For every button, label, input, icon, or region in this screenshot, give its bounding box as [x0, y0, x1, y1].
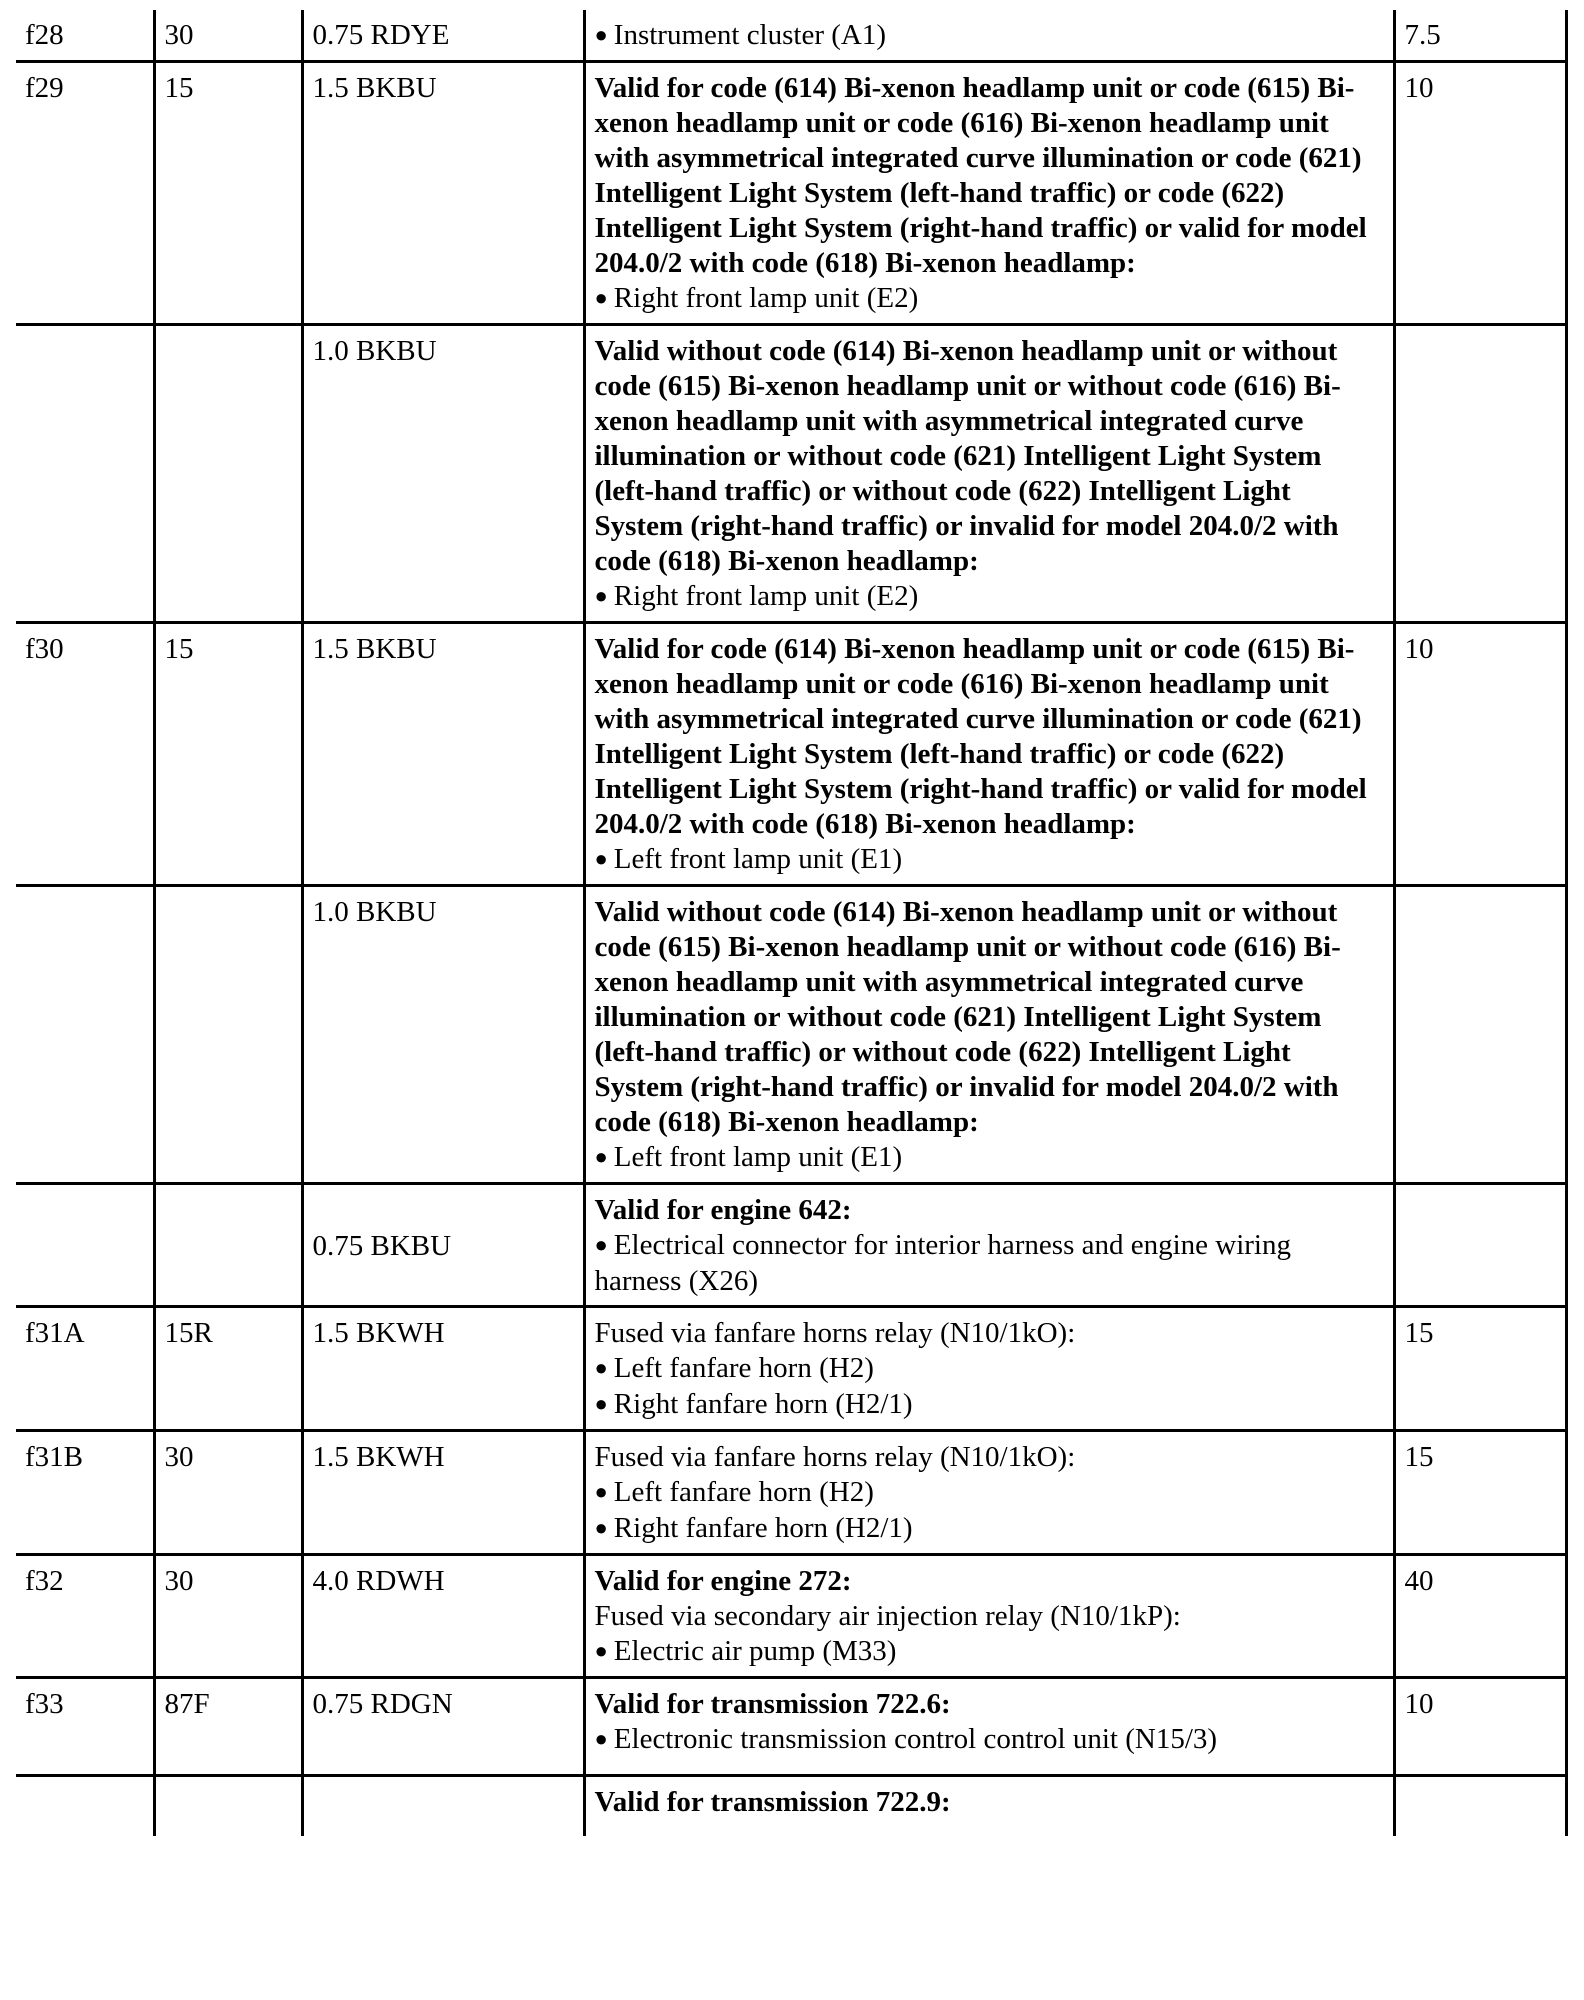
fuse-number-cell — [16, 325, 154, 623]
fuse-allocation-table — [16, 10, 1568, 1836]
fused-via-note: Fused via secondary air injection relay (N10/1kP): — [594, 1600, 1181, 1632]
terminal-cell: 15 — [154, 623, 302, 886]
terminal-cell — [154, 1184, 302, 1307]
wire-cell: 1.5 BKWH — [302, 1431, 584, 1555]
amperage-cell — [1394, 886, 1566, 1184]
consumer-list-item: ● Right front lamp unit (E2) — [595, 281, 1384, 317]
amperage-cell — [1394, 1776, 1566, 1836]
consumer-description-cell — [584, 10, 1394, 62]
consumer-list-item: ● Left front lamp unit (E1) — [595, 1140, 1384, 1176]
amperage-cell: 10 — [1394, 62, 1566, 325]
fuse-number-cell — [16, 1184, 154, 1307]
consumer-list-item: ● Instrument cluster (A1) — [595, 18, 1384, 54]
consumer-description-cell — [584, 1555, 1394, 1678]
amperage-cell — [1394, 325, 1566, 623]
terminal-cell — [154, 325, 302, 623]
validity-condition: Valid for transmission 722.9: — [594, 1786, 951, 1818]
consumer-list-item: ● Left fanfare horn (H2) — [595, 1351, 1384, 1387]
consumer-list-item: ● Electrical connector for interior harness and engine wiring harness (X26) — [595, 1228, 1384, 1299]
table-row — [16, 1776, 1566, 1836]
terminal-cell — [154, 886, 302, 1184]
table-row — [16, 623, 1566, 886]
wire-cell: 1.0 BKBU — [302, 325, 584, 623]
table-row — [16, 10, 1566, 62]
consumer-description-cell — [584, 886, 1394, 1184]
wire-cell: 1.5 BKBU — [302, 62, 584, 325]
wire-cell: 0.75 BKBU — [302, 1184, 584, 1307]
consumer-description-cell — [584, 325, 1394, 623]
fused-via-note: Fused via fanfare horns relay (N10/1kO): — [594, 1441, 1076, 1473]
consumer-list-item: ● Left fanfare horn (H2) — [595, 1475, 1384, 1511]
amperage-cell: 15 — [1394, 1307, 1566, 1431]
consumer-list-item: ● Right front lamp unit (E2) — [595, 579, 1384, 615]
amperage-cell — [1394, 1184, 1566, 1307]
terminal-cell: 87F — [154, 1678, 302, 1776]
fuse-number-cell: f32 — [16, 1555, 154, 1678]
consumer-description-cell — [584, 62, 1394, 325]
wire-cell: 0.75 RDGN — [302, 1678, 584, 1776]
amperage-cell: 15 — [1394, 1431, 1566, 1555]
fuse-number-cell — [16, 1776, 154, 1836]
table-row — [16, 1555, 1566, 1678]
fuse-number-cell: f28 — [16, 10, 154, 62]
fuse-number-cell — [16, 886, 154, 1184]
table-row — [16, 1678, 1566, 1776]
amperage-cell: 7.5 — [1394, 10, 1566, 62]
table-row — [16, 62, 1566, 325]
fuse-number-cell: f33 — [16, 1678, 154, 1776]
fuse-number-cell: f31B — [16, 1431, 154, 1555]
terminal-cell: 30 — [154, 10, 302, 62]
wire-cell: 1.5 BKWH — [302, 1307, 584, 1431]
validity-condition: Valid without code (614) Bi-xenon headlamp unit or without code (615) Bi-xenon headlamp unit or without code (616) Bi-xenon headlamp unit with asymmetrical integrated curve illumination or without code (621) Intelligent Light System (left-hand traffic) or without code (622) Intelligent Light System (right-hand traffic) or invalid for model 204.0/2 with code (618) Bi-xenon headlamp: — [594, 896, 1341, 1138]
amperage-cell: 40 — [1394, 1555, 1566, 1678]
table-body — [16, 10, 1566, 1836]
validity-condition: Valid for engine 642: — [594, 1194, 852, 1226]
amperage-cell: 10 — [1394, 623, 1566, 886]
consumer-description-cell — [584, 1184, 1394, 1307]
fused-via-note: Fused via fanfare horns relay (N10/1kO): — [594, 1317, 1076, 1349]
fuse-number-cell: f29 — [16, 62, 154, 325]
terminal-cell: 30 — [154, 1555, 302, 1678]
wire-cell: 1.5 BKBU — [302, 623, 584, 886]
validity-condition: Valid for code (614) Bi-xenon headlamp unit or code (615) Bi-xenon headlamp unit or code (616) Bi-xenon headlamp unit with asymmetrical integrated curve illumination or code (621) Intelligent Light System (left-hand traffic) or code (622) Intelligent Light System (right-hand traffic) or valid for model 204.0/2 with code (618) Bi-xenon headlamp: — [594, 72, 1367, 279]
terminal-cell: 15R — [154, 1307, 302, 1431]
consumer-list-item: ● Right fanfare horn (H2/1) — [595, 1511, 1384, 1547]
terminal-cell — [154, 1776, 302, 1836]
wire-cell: 4.0 RDWH — [302, 1555, 584, 1678]
table-row — [16, 1184, 1566, 1307]
consumer-description-cell — [584, 1307, 1394, 1431]
validity-condition: Valid for code (614) Bi-xenon headlamp unit or code (615) Bi-xenon headlamp unit or code (616) Bi-xenon headlamp unit with asymmetrical integrated curve illumination or code (621) Intelligent Light System (left-hand traffic) or code (622) Intelligent Light System (right-hand traffic) or valid for model 204.0/2 with code (618) Bi-xenon headlamp: — [594, 633, 1367, 840]
terminal-cell: 30 — [154, 1431, 302, 1555]
table-row — [16, 886, 1566, 1184]
table-row — [16, 1431, 1566, 1555]
amperage-cell: 10 — [1394, 1678, 1566, 1776]
consumer-description-cell — [584, 1678, 1394, 1776]
consumer-description-cell — [584, 1431, 1394, 1555]
consumer-description-cell — [584, 1776, 1394, 1836]
validity-condition: Valid for transmission 722.6: — [594, 1688, 951, 1720]
wire-cell: 0.75 RDYE — [302, 10, 584, 62]
wire-cell: 1.0 BKBU — [302, 886, 584, 1184]
validity-condition: Valid for engine 272: — [594, 1565, 852, 1597]
fuse-number-cell: f30 — [16, 623, 154, 886]
table-row — [16, 325, 1566, 623]
wire-cell — [302, 1776, 584, 1836]
consumer-list-item: ● Left front lamp unit (E1) — [595, 842, 1384, 878]
consumer-list-item: ● Electric air pump (M33) — [595, 1634, 1384, 1670]
terminal-cell: 15 — [154, 62, 302, 325]
fuse-number-cell: f31A — [16, 1307, 154, 1431]
table-row — [16, 1307, 1566, 1431]
validity-condition: Valid without code (614) Bi-xenon headlamp unit or without code (615) Bi-xenon headlamp unit or without code (616) Bi-xenon headlamp unit with asymmetrical integrated curve illumination or without code (621) Intelligent Light System (left-hand traffic) or without code (622) Intelligent Light System (right-hand traffic) or invalid for model 204.0/2 with code (618) Bi-xenon headlamp: — [594, 335, 1341, 577]
consumer-list-item: ● Electronic transmission control control unit (N15/3) — [595, 1722, 1384, 1758]
consumer-description-cell — [584, 623, 1394, 886]
consumer-list-item: ● Right fanfare horn (H2/1) — [595, 1387, 1384, 1423]
